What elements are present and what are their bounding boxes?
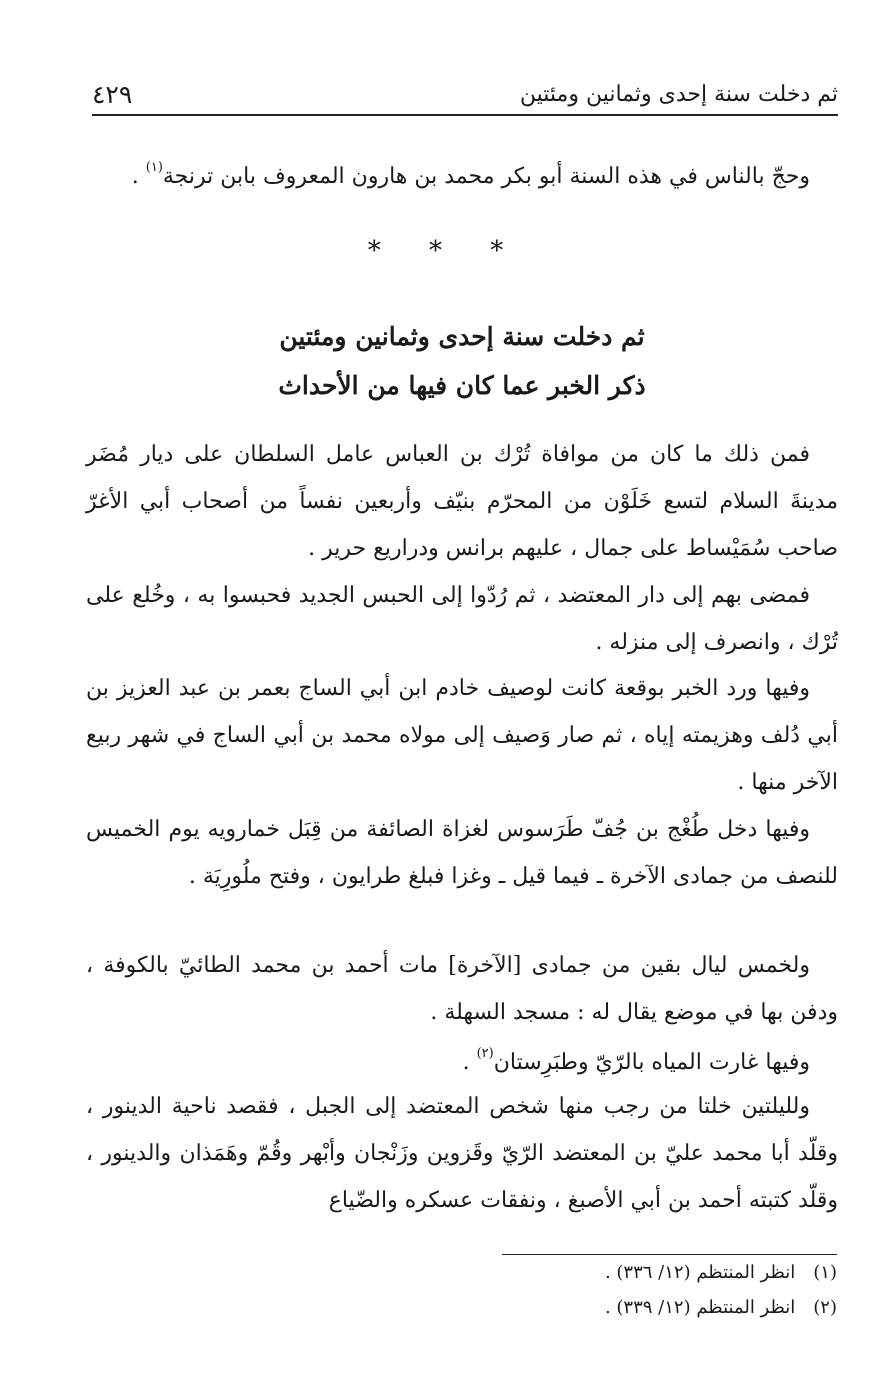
top-paragraph xyxy=(86,144,838,200)
footnote-2 xyxy=(337,1297,837,1318)
section-divider-stars: * * * xyxy=(367,236,524,266)
paragraph-6-end: . xyxy=(462,1050,477,1075)
paragraph-1: فمن ذلك ما كان من موافاة تُرْك بن العباس عامل السلطان على ديار مُضَر مدينةَ السلام لتسع خَلَوْن من المحرّم بنيّف وأربعين نفساً من أصحاب أبي الأغرّ صاحب سُمَيْساط على جمال ، عليهم برانس ودراريع حرير . xyxy=(86,442,838,561)
paragraph-3: وفيها ورد الخبر بوقعة كانت لوصيف خادم ابن أبي الساج بعمر بن عبد العزيز بن أبي دُلف وهزيمته إياه ، ثم صار وَصيف إلى مولاه محمد بن أبي الساج في شهر ربيع الآخر منها . xyxy=(86,676,838,795)
footnote-marker-2: (٢) xyxy=(476,1046,494,1061)
paragraph-6-text: وفيها غارت المياه بالرّيّ وطبَرِستان xyxy=(493,1050,810,1075)
footnote-1-number: (١) xyxy=(813,1262,837,1283)
footnote-2-number: (٢) xyxy=(813,1297,837,1318)
section-subtitle: ذكر الخبر عما كان فيها من الأحداث xyxy=(278,371,646,400)
paragraph-6 xyxy=(86,1030,838,1086)
paragraph-7: ولليلتين خلتا من رجب منها شخص المعتضد إلى الجبل ، فقصد ناحية الدينور ، وقلّد أبا محمد عليّ بن المعتضد الرّيّ وقَزوين وزَنْجان وأبْهر وقُمّ وهَمَذان والدينور ، وقلّد كتبته أحمد بن أبي الأصبغ ، ونفقات عسكره والضّياع xyxy=(86,1094,838,1213)
footnote-separator xyxy=(502,1254,837,1255)
paragraph-5: ولخمس ليال بقين من جمادى [الآخرة] مات أحمد بن محمد الطائيّ بالكوفة ، ودفن بها في موضع يقال له : مسجد السهلة . xyxy=(86,953,838,1025)
page-number: ٤٢٩ xyxy=(92,80,133,109)
footnote-1 xyxy=(337,1262,837,1283)
paragraph-4: وفيها دخل طُغْج بن جُفّ طَرَسوس لغزاة الصائفة من قِبَل خمارويه يوم الخميس للنصف من جمادى الآخرة ـ فيما قيل ـ وغزا فبلغ طرايون ، وفتح ملُورِيَة . xyxy=(86,817,838,889)
footnote-2-text: انظر المنتظم (١٢/ ٣٣٩) . xyxy=(604,1297,796,1318)
footnote-marker-1: (١) xyxy=(145,160,163,175)
paragraph-2: فمضى بهم إلى دار المعتضد ، ثم رُدّوا إلى الحبس الجديد فحبسوا به ، وخُلع على تُرْك ، وانصرف إلى منزله . xyxy=(86,583,838,655)
running-title: ثم دخلت سنة إحدى وثمانين ومئتين xyxy=(519,82,838,107)
top-paragraph-text: وحجّ بالناس في هذه السنة أبو بكر محمد بن هارون المعروف بابن ترنجة xyxy=(162,164,810,189)
footnote-1-text: انظر المنتظم (١٢/ ٣٣٦) . xyxy=(604,1262,796,1283)
top-paragraph-end: . xyxy=(131,164,146,189)
section-title: ثم دخلت سنة إحدى وثمانين ومئتين xyxy=(279,322,645,351)
page-header xyxy=(92,74,838,116)
